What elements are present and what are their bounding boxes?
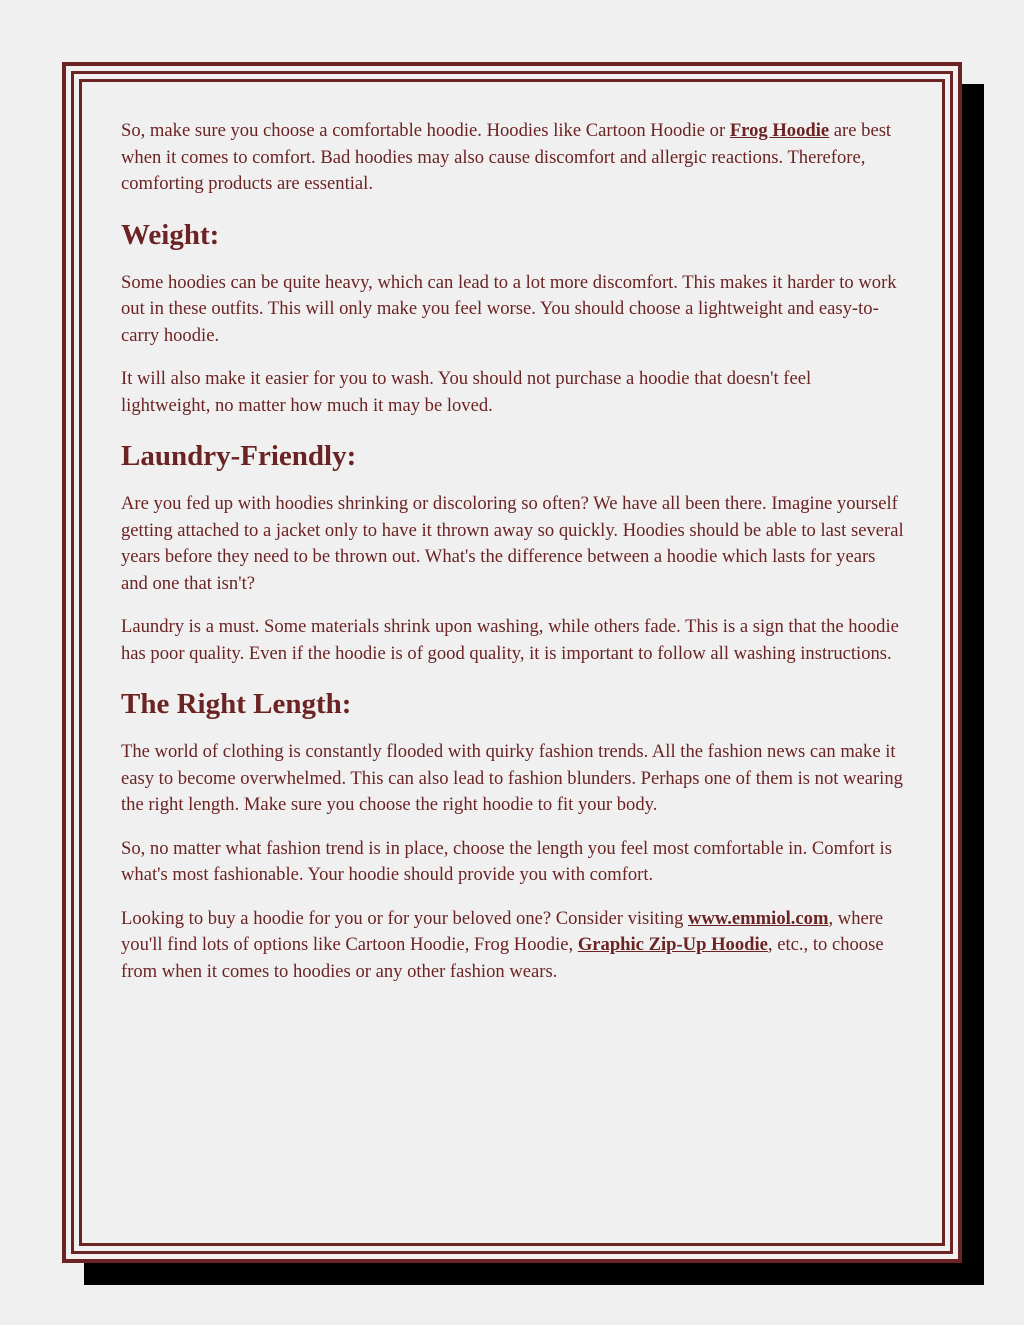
laundry-paragraph-2: Laundry is a must. Some materials shrink upon washing, while others fade. This is a sign that the hoodie has poor quality. Even if the hoodie is of good quality, it is important to follow all washing instructions.: [121, 616, 899, 664]
closing-text-1: Looking to buy a hoodie for you or for your beloved one? Consider visiting: [121, 907, 689, 929]
length-paragraph-2: So, no matter what fashion trend is in place, choose the length you feel most comfortable in. Comfort is what's most fashionable. Your hoodie should provide you with comfort.: [121, 837, 892, 885]
document-body: [121, 118, 905, 1002]
laundry-paragraph-1: Are you fed up with hoodies shrinking or discoloring so often? We have all been there. Imagine yourself getting attached to a jacket only to have it thrown away so quickly. Hoodies should be able to last several years before they need to be thrown out. What's the difference between a hoodie which lasts for years and one that isn't?: [121, 493, 904, 594]
intro-paragraph: [121, 118, 905, 198]
closing-text-2: , where you'll find lots of options like Cartoon Hoodie, Frog Hoodie,: [121, 907, 884, 955]
weight-paragraph-1: Some hoodies can be quite heavy, which can lead to a lot more discomfort. This makes it harder to work out in these outfits. This will only make you feel worse. You should choose a lightweight and easy-to-carry hoodie.: [121, 271, 897, 346]
weight-heading: Weight:: [121, 218, 220, 251]
graphic-zip-up-hoodie-link[interactable]: Graphic Zip-Up Hoodie: [577, 934, 768, 955]
length-paragraph-1: The world of clothing is constantly flooded with quirky fashion trends. All the fashion news can make it easy to become overwhelmed. This can also lead to fashion blunders. Perhaps one of them is not wearing the right length. Make sure you choose the right hoodie to fit your body.: [121, 741, 903, 815]
weight-paragraph-2: It will also make it easier for you to wash. You should not purchase a hoodie that doesn't feel lightweight, no matter how much it may be loved.: [121, 368, 812, 416]
closing-paragraph: [121, 906, 905, 986]
intro-text-before: So, make sure you choose a comfortable hoodie. Hoodies like Cartoon Hoodie or: [121, 120, 730, 141]
emmiol-link[interactable]: www.emmiol.com: [688, 907, 829, 929]
intro-text-after: are best when it comes to comfort. Bad hoodies may also cause discomfort and allergic reactions. Therefore, comforting products are essential.: [121, 120, 892, 194]
length-heading: The Right Length:: [121, 688, 352, 720]
frog-hoodie-link[interactable]: Frog Hoodie: [729, 120, 830, 141]
laundry-heading: Laundry-Friendly:: [121, 440, 357, 472]
closing-text-3: , etc., to choose from when it comes to hoodies or any other fashion wears.: [121, 934, 884, 982]
